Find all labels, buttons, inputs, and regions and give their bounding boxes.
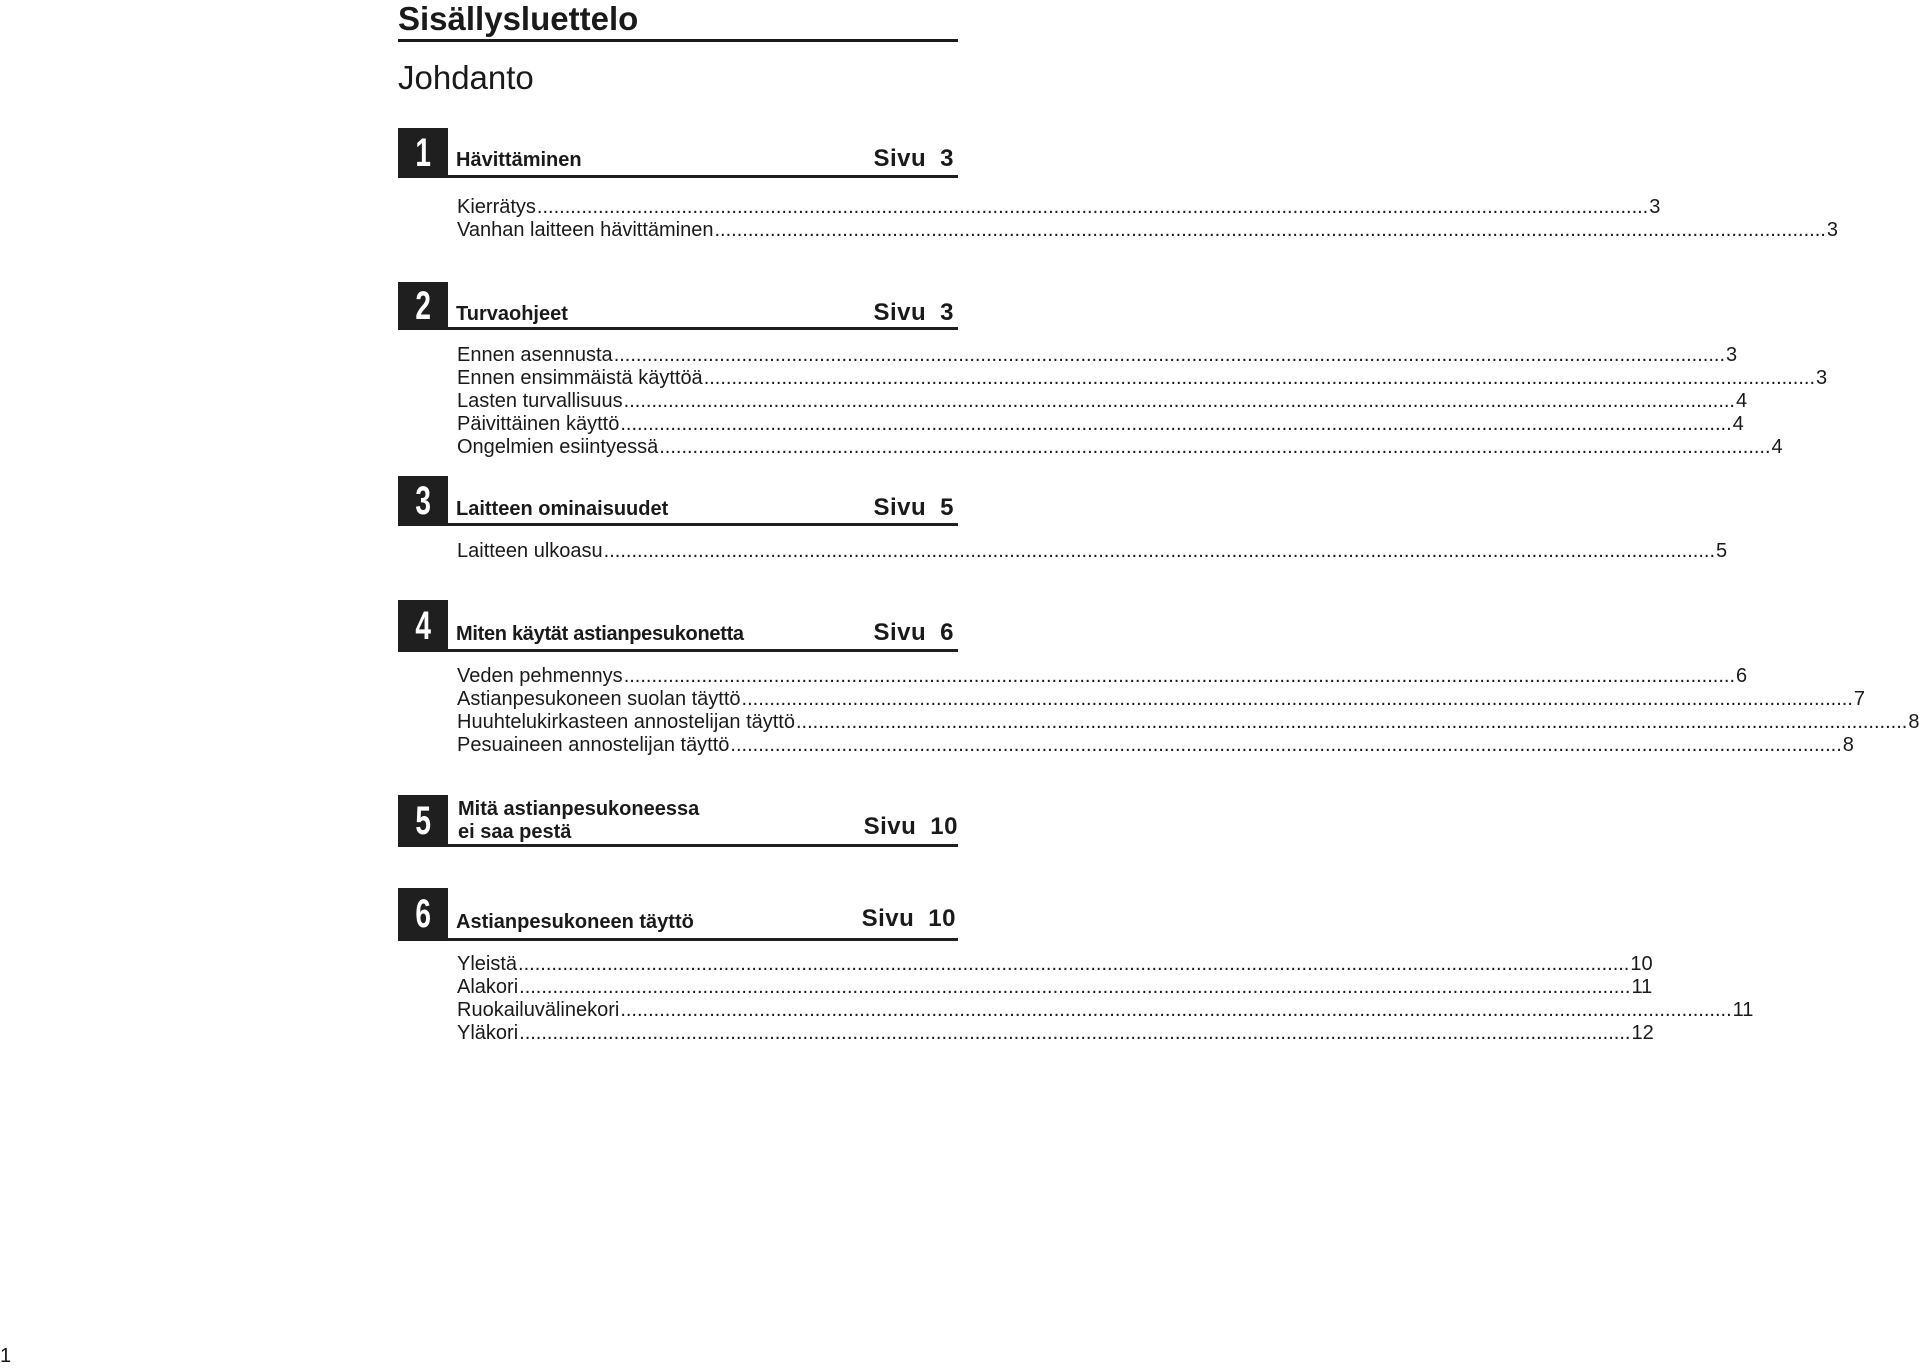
- toc-entries: [457, 540, 1728, 563]
- toc-entry[interactable]: Huuhtelukirkasteen annostelijan täyttö ........................................................................................................................................................................................................ 8: [457, 711, 1919, 733]
- toc-entries: [457, 196, 1838, 242]
- section-number-badge: 3: [398, 476, 448, 526]
- toc-entry[interactable]: Vanhan laitteen hävittäminen ........................................................................................................................................................................................................ 3: [457, 219, 1838, 241]
- section-number-badge: 1: [398, 128, 448, 178]
- section-title[interactable]: Turvaohjeet: [456, 303, 568, 325]
- section-page-ref: Sivu 10: [861, 905, 956, 932]
- toc-entry[interactable]: Pesuaineen annostelijan täyttö ........................................................................................................................................................................................................ 8: [457, 734, 1854, 756]
- toc-entries: [457, 665, 1919, 757]
- toc-entry[interactable]: Laitteen ulkoasu ........................................................................................................................................................................................................ 5: [457, 540, 1728, 562]
- toc-entries: [457, 953, 1754, 1045]
- toc-entries: [457, 344, 1828, 459]
- section-title[interactable]: Hävittäminen: [456, 149, 582, 171]
- intro-heading[interactable]: Johdanto: [398, 59, 534, 96]
- section-rule: [448, 327, 958, 330]
- toc-entry[interactable]: Ennen ensimmäistä käyttöä ........................................................................................................................................................................................................ 3: [457, 367, 1828, 389]
- section-page-ref: Sivu 10: [863, 813, 958, 840]
- section-2: [398, 282, 1828, 462]
- toc-entry[interactable]: Ruokailuvälinekori ........................................................................................................................................................................................................ 11: [457, 999, 1754, 1021]
- section-4: [398, 600, 1919, 760]
- section-title[interactable]: Astianpesukoneen täyttö: [456, 911, 694, 933]
- toc-entry[interactable]: Veden pehmennys ........................................................................................................................................................................................................ 6: [457, 665, 1748, 687]
- section-number-badge: 5: [398, 795, 448, 847]
- section-rule: [448, 649, 958, 652]
- toc-entry[interactable]: Astianpesukoneen suolan täyttö ........................................................................................................................................................................................................ 7: [457, 688, 1865, 710]
- section-1: [398, 128, 1838, 248]
- toc-entry[interactable]: Yläkori ........................................................................................................................................................................................................ 12: [457, 1022, 1654, 1044]
- section-number-badge: 4: [398, 600, 448, 652]
- section-number-badge: 2: [398, 282, 448, 330]
- section-rule: [448, 175, 958, 178]
- section-number-badge: 6: [398, 888, 448, 941]
- section-title-line-1[interactable]: Mitä astianpesukoneessa: [458, 798, 700, 820]
- page-number: 1: [0, 1345, 12, 1367]
- page-title: Sisällysluettelo: [398, 0, 639, 37]
- section-5: [398, 795, 958, 850]
- section-rule: [448, 844, 958, 847]
- section-page-ref: Sivu 6: [873, 619, 954, 646]
- section-6: [398, 888, 1754, 1048]
- toc-entry[interactable]: Alakori ........................................................................................................................................................................................................ 11: [457, 976, 1653, 998]
- section-page-ref: Sivu 3: [873, 145, 954, 172]
- toc-entry[interactable]: Kierrätys ........................................................................................................................................................................................................ 3: [457, 196, 1661, 218]
- section-title[interactable]: Laitteen ominaisuudet: [456, 498, 669, 520]
- toc-entry[interactable]: Lasten turvallisuus ........................................................................................................................................................................................................ 4: [457, 390, 1748, 412]
- section-page-ref: Sivu 5: [873, 494, 954, 521]
- title-rule: [398, 39, 958, 42]
- toc-entry[interactable]: Päivittäinen käyttö ........................................................................................................................................................................................................ 4: [457, 413, 1744, 435]
- toc-entry[interactable]: Ongelmien esiintyessä ........................................................................................................................................................................................................ 4: [457, 436, 1783, 458]
- toc-entry[interactable]: Ennen asennusta ........................................................................................................................................................................................................ 3: [457, 344, 1738, 366]
- section-title[interactable]: Miten käytät astianpesukonetta: [456, 623, 744, 645]
- section-3: [398, 476, 1728, 576]
- section-title-line-2[interactable]: ei saa pestä: [458, 821, 572, 843]
- section-rule: [448, 523, 958, 526]
- section-rule: [448, 938, 958, 941]
- toc-entry[interactable]: Yleistä ........................................................................................................................................................................................................ 10: [457, 953, 1653, 975]
- section-page-ref: Sivu 3: [873, 299, 954, 326]
